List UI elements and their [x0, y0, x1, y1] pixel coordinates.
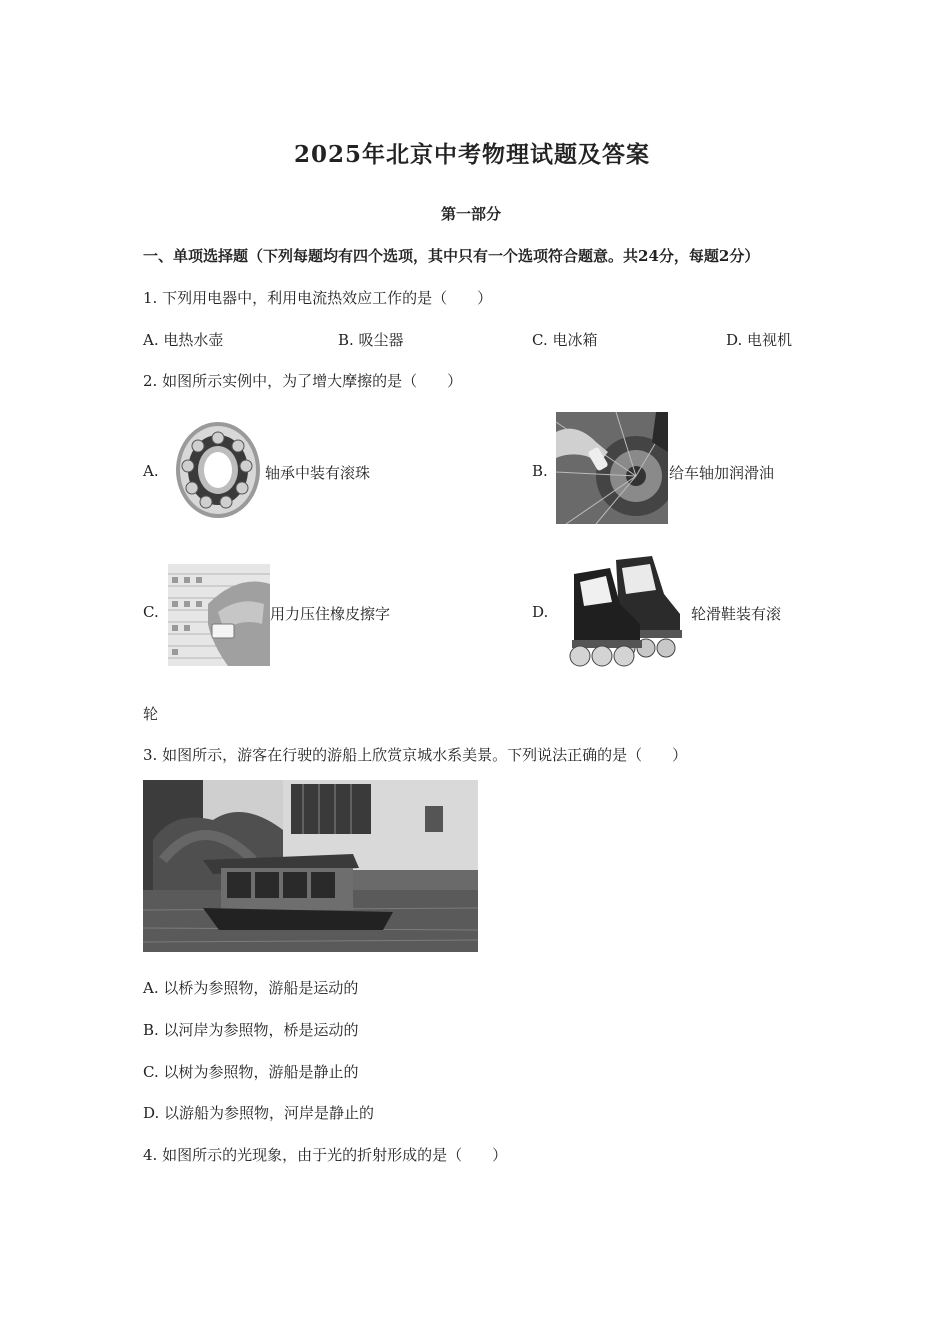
bearing-image	[166, 412, 262, 524]
q3-option-a: A. 以桥为参照物，游船是运动的	[143, 979, 359, 997]
q1-stem: 1. 下列用电器中，利用电流热效应工作的是（ ）	[143, 289, 493, 307]
q2-stem: 2. 如图所示实例中，为了增大摩擦的是（ ）	[143, 372, 463, 390]
tour-boat-image	[143, 780, 478, 952]
q2-d-text: 轮滑鞋装有滚	[691, 605, 782, 623]
q2-a-letter: A.	[143, 462, 159, 480]
q1-option-d: D. 电视机	[726, 331, 793, 349]
bicycle-lubricant-image	[556, 412, 668, 524]
q3-option-b: B. 以河岸为参照物，桥是运动的	[143, 1021, 359, 1039]
q2-b-letter: B.	[532, 462, 548, 480]
eraser-image	[168, 564, 270, 666]
q2-c-text: 用力压住橡皮擦字	[270, 605, 391, 623]
q2-c-letter: C.	[143, 603, 159, 621]
q2-a-text: 轴承中装有滚珠	[265, 464, 371, 482]
q2-d-text-wrap: 轮	[143, 705, 159, 723]
roller-skates-image	[556, 554, 688, 668]
q2-b-text: 给车轴加润滑油	[669, 464, 775, 482]
q1-option-c: C. 电冰箱	[532, 331, 598, 349]
q1-option-b: B. 吸尘器	[338, 331, 404, 349]
q3-option-c: C. 以树为参照物，游船是静止的	[143, 1063, 359, 1081]
section-heading: 一、单项选择题（下列每题均有四个选项，其中只有一个选项符合题意。共24分，每题2分）	[143, 247, 760, 265]
q4-stem: 4. 如图所示的光现象，由于光的折射形成的是（ ）	[143, 1146, 508, 1164]
q3-option-d: D. 以游船为参照物，河岸是静止的	[143, 1104, 375, 1122]
page-title: 2025年北京中考物理试题及答案	[294, 141, 651, 168]
part-heading: 第一部分	[441, 205, 502, 223]
q3-stem: 3. 如图所示，游客在行驶的游船上欣赏京城水系美景。下列说法正确的是（ ）	[143, 746, 688, 764]
q1-option-a: A. 电热水壶	[143, 331, 224, 349]
q2-d-letter: D.	[532, 603, 549, 621]
